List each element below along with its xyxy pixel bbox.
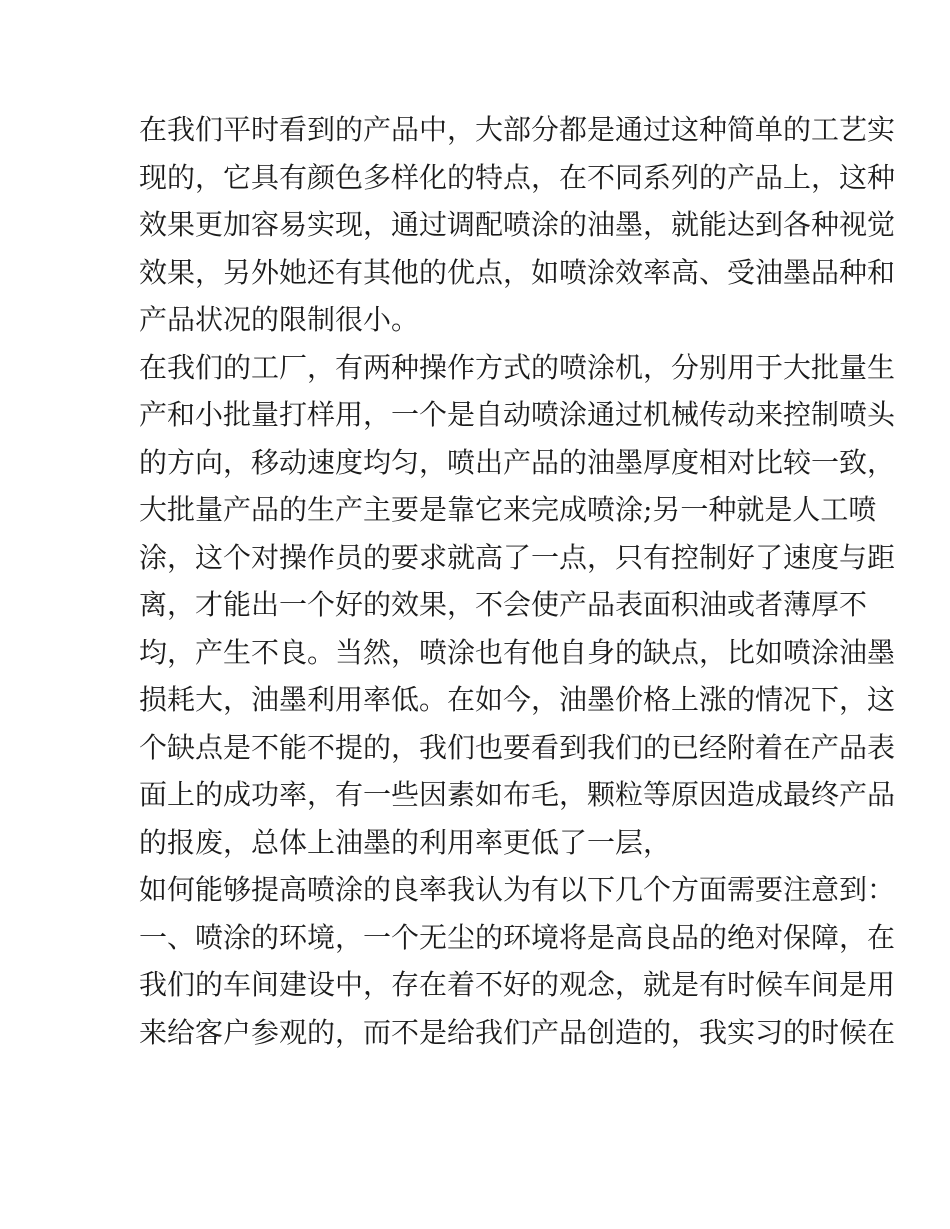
paragraph-spray-machines xyxy=(139,344,896,867)
text-line: 产品状况的限制很小。 xyxy=(139,303,420,336)
text-line: 涂，这个对操作员的要求就高了一点，只有控制好了速度与距 xyxy=(139,540,896,574)
document-body xyxy=(139,106,896,1056)
text-line: 在我们平时看到的产品中，大部分都是通过这种简单的工艺实 xyxy=(139,113,896,146)
text-line: 个缺点是不能不提的，我们也要看到我们的已经附着在产品表 xyxy=(139,730,896,764)
text-line: 的方向，移动速度均匀，喷出产品的油墨厚度相对比较一致， xyxy=(139,445,896,479)
text-line: 均，产生不良。当然，喷涂也有他自身的缺点，比如喷涂油墨 xyxy=(139,635,896,669)
text-line: 一、喷涂的环境，一个无尘的环境将是高良品的绝对保障，在 xyxy=(139,920,896,954)
text-line: 产和小批量打样用，一个是自动喷涂通过机械传动来控制喷头 xyxy=(139,398,896,431)
text-line: 大批量产品的生产主要是靠它来完成喷涂;另一种就是人工喷 xyxy=(139,493,877,526)
text-line: 来给客户参观的，而不是给我们产品创造的，我实习的时候在 xyxy=(139,1015,896,1049)
paragraph-spray-overview xyxy=(139,106,896,344)
text-line: 我们的车间建设中，存在着不好的观念，就是有时候车间是用 xyxy=(139,968,896,1001)
text-line: 在我们的工厂，有两种操作方式的喷涂机，分别用于大批量生 xyxy=(139,350,896,384)
text-line: 的报废，总体上油墨的利用率更低了一层， xyxy=(139,825,672,859)
text-line: 如何能够提高喷涂的良率我认为有以下几个方面需要注意到： xyxy=(139,873,896,906)
text-line: 面上的成功率，有一些因素如布毛，颗粒等原因造成最终产品 xyxy=(139,778,896,811)
text-line: 损耗大，油墨利用率低。在如今，油墨价格上涨的情况下，这 xyxy=(139,683,896,716)
paragraph-environment xyxy=(139,914,896,1057)
text-line: 效果，另外她还有其他的优点，如喷涂效率高、受油墨品种和 xyxy=(139,255,896,289)
text-line: 效果更加容易实现，通过调配喷涂的油墨，就能达到各种视觉 xyxy=(139,208,896,241)
text-line: 现的，它具有颜色多样化的特点，在不同系列的产品上，这种 xyxy=(139,160,896,194)
text-line: 离，才能出一个好的效果，不会使产品表面积油或者薄厚不 xyxy=(139,588,868,621)
paragraph-yield-intro xyxy=(139,866,896,914)
